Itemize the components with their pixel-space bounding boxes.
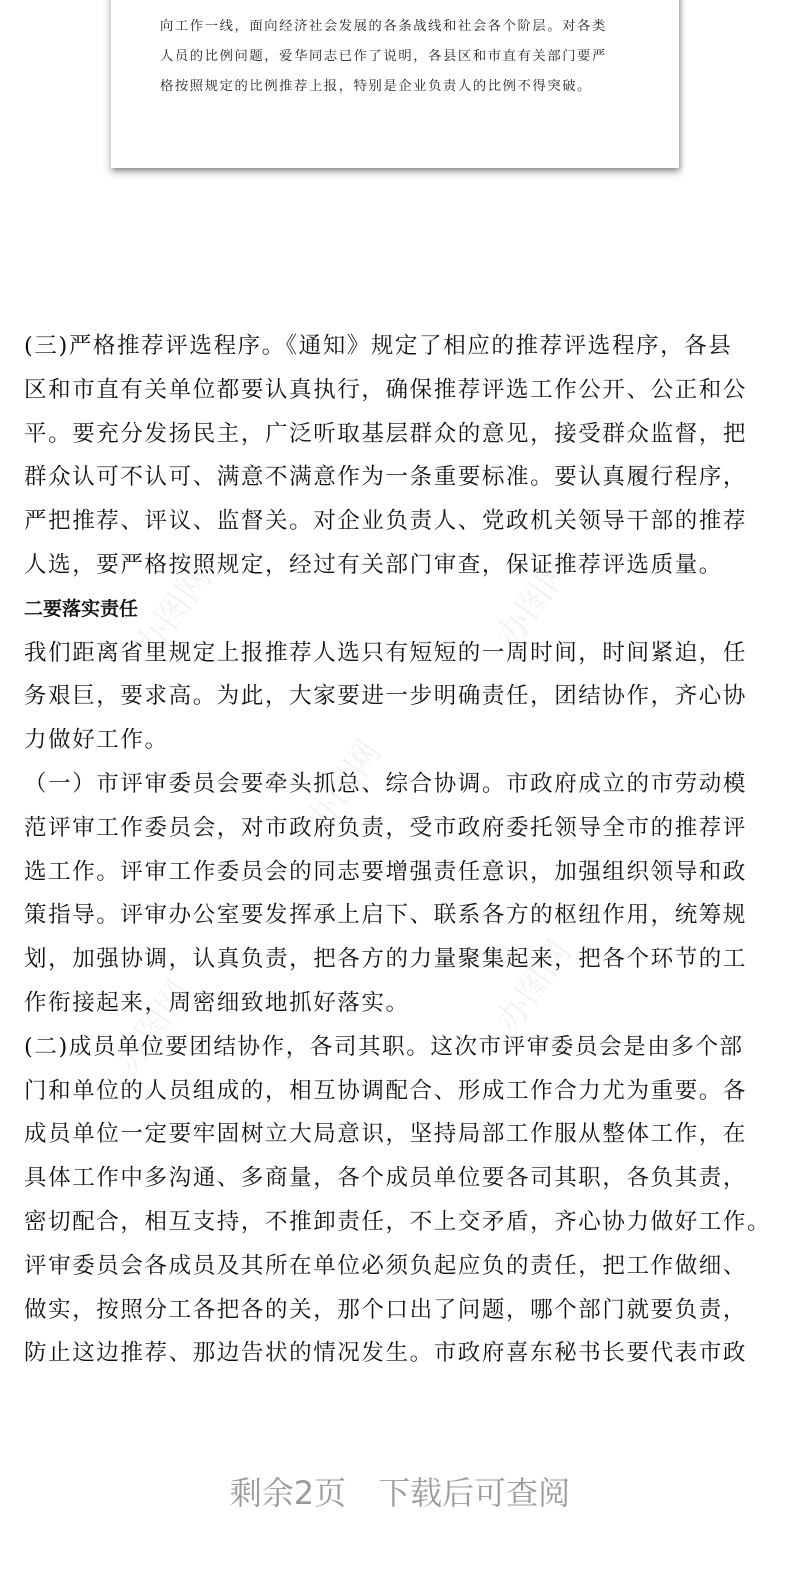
document-line: 选工作。评审工作委员会的同志要增强责任意识，加强组织领导和政 [24, 858, 748, 885]
document-line: 做实，按照分工各把各的关，那个口出了问题，哪个部门就要负责， [24, 1296, 748, 1323]
document-line: 具体工作中多沟通、多商量，各个成员单位要各司其职，各负其责， [24, 1165, 748, 1192]
document-line: （一）市评审委员会要牵头抓总、综合协调。市政府成立的市劳动模 [24, 770, 748, 797]
document-line: 策指导。评审办公室要发挥承上启下、联系各方的枢纽作用，统筹规 [24, 902, 748, 929]
watermark: 办图网 [488, 933, 580, 1040]
document-line: 我们距离省里规定上报推荐人选只有短短的一周时间，时间紧迫，任 [24, 639, 748, 666]
document-line: 群众认可不认可、满意不满意作为一条重要标准。要认真履行程序， [24, 464, 748, 491]
remaining-pages-label: 剩余2页 [229, 1474, 347, 1512]
card-text-line: 人员的比例问题，爱华同志已作了说明，各县区和市直有关部门要严 [160, 49, 607, 64]
document-line: 人选，要严格按照规定，经过有关部门审查，保证推荐评选质量。 [24, 551, 723, 578]
watermark: 办图网 [128, 558, 220, 665]
download-prompt[interactable] [0, 1468, 800, 1514]
document-line: 力做好工作。 [24, 727, 169, 754]
download-to-view-link[interactable]: 下载后可查阅 [378, 1474, 571, 1512]
document-line: (三)严格推荐评选程序。《通知》规定了相应的推荐评选程序，各县 [24, 333, 733, 359]
document-line: 区和市直有关单位都要认真执行，确保推荐评选工作公开、公正和公 [24, 376, 748, 403]
section-heading: 二要落实责任 [24, 597, 139, 620]
document-line: 严把推荐、评议、监督关。对企业负责人、党政机关领导干部的推荐 [24, 508, 748, 535]
document-line: 作衔接起来，周密细致地抓好落实。 [24, 989, 410, 1016]
document-line: 成员单位一定要牢固树立大局意识，坚持局部工作服从整体工作，在 [24, 1121, 748, 1148]
document-line: 评审委员会各成员及其所在单位必须负起应负的责任，把工作做细、 [24, 1252, 748, 1279]
document-line: 范评审工作委员会，对市政府负责，受市政府委托领导全市的推荐评 [24, 814, 748, 841]
document-line: 划，加强协调，认真负责，把各方的力量聚集起来，把各个环节的工 [24, 946, 748, 973]
watermark: 办图网 [298, 733, 390, 840]
document-line: 门和单位的人员组成的，相互协调配合、形成工作合力尤为重要。各 [24, 1077, 748, 1104]
card-text-line: 向工作一线，面向经济社会发展的各条战线和社会各个阶层。对各类 [160, 19, 607, 34]
document-body [24, 325, 800, 1376]
card-text-line: 格按照规定的比例推荐上报，特别是企业负责人的比例不得突破。 [160, 79, 593, 94]
document-line: 平。要充分发扬民主，广泛听取基层群众的意见，接受群众监督，把 [24, 420, 748, 447]
preview-page-card [111, 0, 679, 168]
document-line: 务艰巨，要求高。为此，大家要进一步明确责任，团结协作，齐心协 [24, 683, 748, 710]
watermark: 办图网 [488, 548, 580, 655]
document-line: 防止这边推荐、那边告状的情况发生。市政府喜东秘书长要代表市政 [24, 1340, 748, 1367]
watermark: 办图网 [108, 973, 200, 1080]
document-line: (二)成员单位要团结协作，各司其职。这次市评审委员会是由多个部 [24, 1033, 744, 1060]
document-line: 密切配合，相互支持，不推卸责任，不上交矛盾，齐心协力做好工作。 [24, 1208, 772, 1235]
